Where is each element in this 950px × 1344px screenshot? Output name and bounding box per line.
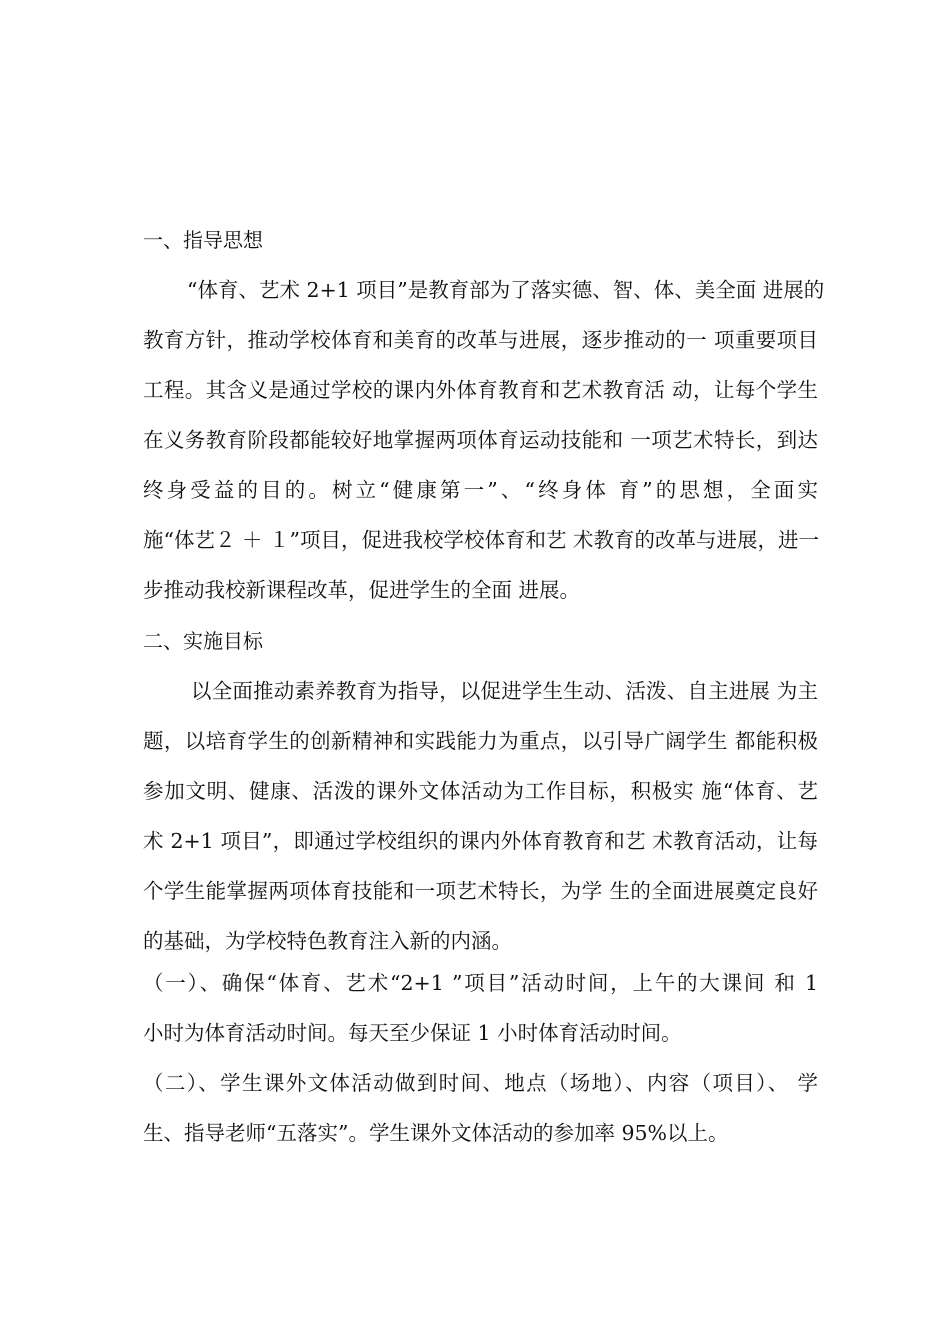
text-line: 个学生能掌握两项体育技能和一项艺术特长，为学 生的全面进展奠定良好 (143, 879, 818, 903)
text-line: 在义务教育阶段都能较好地掌握两项体育运动技能和 一项艺术特长，到达 (143, 428, 818, 452)
text-line: 题，以培育学生的创新精神和实践能力为重点，以引导广阔学生 都能积极 (143, 729, 818, 753)
text-line: 术 2+1 项目”，即通过学校组织的课内外体育教育和艺 术教育活动，让每 (143, 829, 818, 853)
text-line: 终身受益的目的。树立“健康第一”、“终身体 育”的思想，全面实 (143, 478, 818, 502)
section-heading-implementation-goals: 二、实施目标 (143, 629, 263, 653)
text-line: 工程。其含义是通过学校的课内外体育教育和艺术教育活 动，让每个学生 (143, 378, 818, 402)
text-line: （一）、确保“体育、艺术“2+1 ”项目”活动时间，上午的大课间 和 1 (143, 971, 818, 995)
paragraph-guiding-ideology (143, 265, 825, 615)
section-heading-guiding-ideology: 一、指导思想 (143, 228, 263, 252)
text-line: “体育、艺术 2+1 项目”是教育部为了落实德、智、体、美全面 进展的 (187, 278, 825, 302)
text-line: 参加文明、健康、活泼的课外文体活动为工作目标，积极实 施“体育、艺 (143, 779, 818, 803)
list-item-activity-time (143, 958, 818, 1058)
document-body (143, 223, 825, 1158)
text-line: （二）、学生课外文体活动做到时间、地点（场地）、内容（项目）、 学 (143, 1071, 818, 1095)
text-line: 小时为体育活动时间。每天至少保证 1 小时体育活动时间。 (143, 1021, 682, 1045)
text-line: 生、指导老师“五落实”。学生课外文体活动的参加率 95%以上。 (143, 1121, 729, 1145)
text-line: 步推动我校新课程改革，促进学生的全面 进展。 (143, 578, 581, 602)
text-line: 施“体艺２ ＋ １”项目，促进我校学校体育和艺 术教育的改革与进展，进一 (143, 528, 820, 552)
text-line: 以全面推动素养教育为指导，以促进学生生动、活泼、自主进展 为主 (191, 679, 818, 703)
paragraph-implementation-goals (143, 666, 818, 966)
list-item-five-implementations (143, 1058, 818, 1158)
text-line: 的基础，为学校特色教育注入新的内涵。 (143, 929, 512, 953)
text-line: 教育方针，推动学校体育和美育的改革与进展，逐步推动的一 项重要项目 (143, 328, 818, 352)
